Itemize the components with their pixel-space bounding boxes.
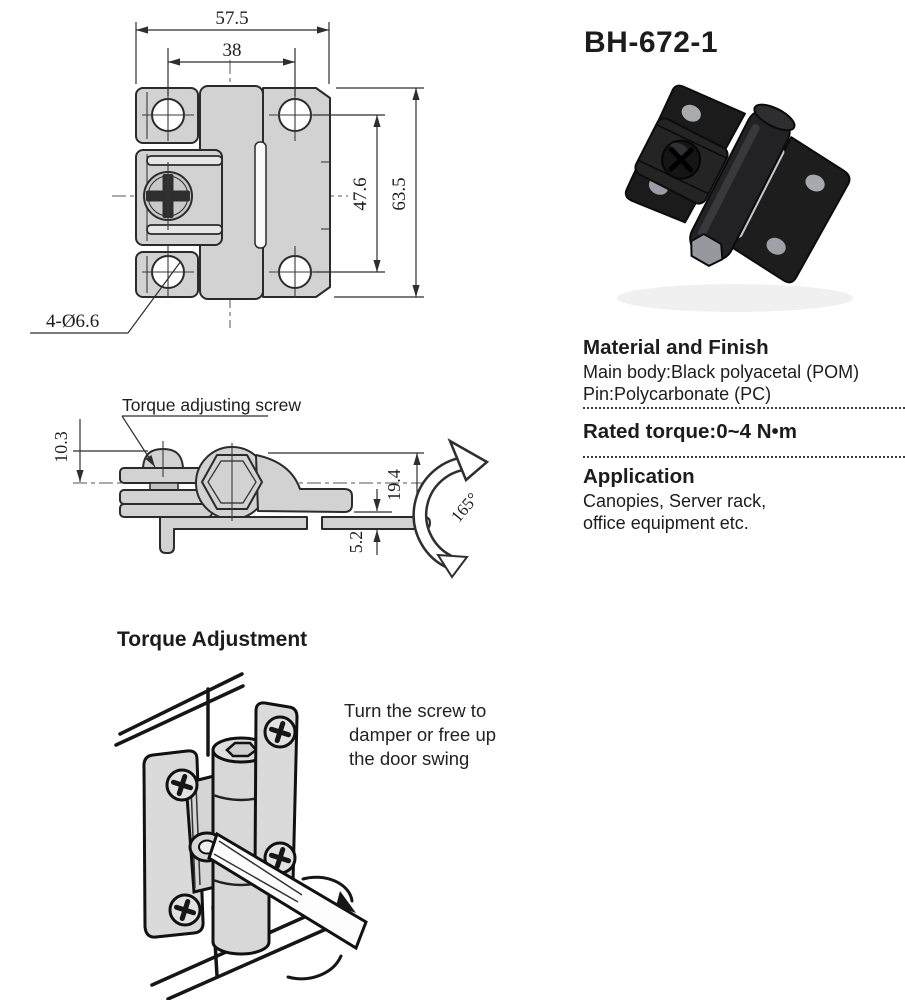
plate-3 (120, 504, 212, 517)
instruction-text (344, 699, 496, 771)
washer (150, 483, 178, 490)
material-line-pin: Pin:Polycarbonate (PC) (583, 384, 772, 404)
slot-bar (147, 225, 222, 234)
side-view-drawing (0, 385, 540, 600)
dim-height-outer: 63.5 (389, 177, 410, 211)
dim-knuckle-height: 19.4 (384, 469, 404, 501)
instruction-line-2: damper or free up (349, 724, 497, 745)
barrel-highlight-strip (255, 142, 266, 248)
dim-base-offset: 5.2 (346, 530, 366, 554)
instruction-line-3: the door swing (349, 748, 470, 769)
dotted-divider (583, 407, 905, 409)
front-view-drawing (0, 0, 460, 345)
photo-shadow (617, 284, 853, 312)
application-section (583, 466, 766, 534)
torque-adjustment-heading: Torque Adjustment (117, 628, 308, 651)
slot-bar (147, 156, 222, 165)
rated-torque: Rated torque:0~4 N•m (583, 420, 797, 443)
application-line-1: Canopies, Server rack, (583, 491, 767, 511)
swing-angle-label: 165° (447, 488, 483, 526)
dim-width-outer: 57.5 (215, 8, 249, 29)
application-heading: Application (583, 465, 695, 488)
product-model-title: BH-672-1 (584, 26, 719, 59)
left-base-plate (160, 517, 307, 553)
dim-screw-height: 10.3 (51, 431, 71, 463)
dotted-divider (583, 456, 905, 458)
product-photo (585, 58, 885, 333)
material-section (583, 337, 859, 405)
application-line-2: office equipment etc. (583, 513, 749, 533)
dim-height-inner: 47.6 (350, 177, 371, 211)
illustration-hex-socket (227, 743, 256, 756)
torque-screw-label: Torque adjusting screw (122, 395, 301, 415)
hole-callout-label: 4-Ø6.6 (46, 311, 100, 332)
instruction-line-1: Turn the screw to (344, 700, 487, 721)
swing-arrow (420, 441, 487, 577)
material-heading: Material and Finish (583, 336, 769, 359)
dim-width-inner: 38 (222, 40, 242, 61)
material-line-body: Main body:Black polyacetal (POM) (583, 362, 860, 382)
